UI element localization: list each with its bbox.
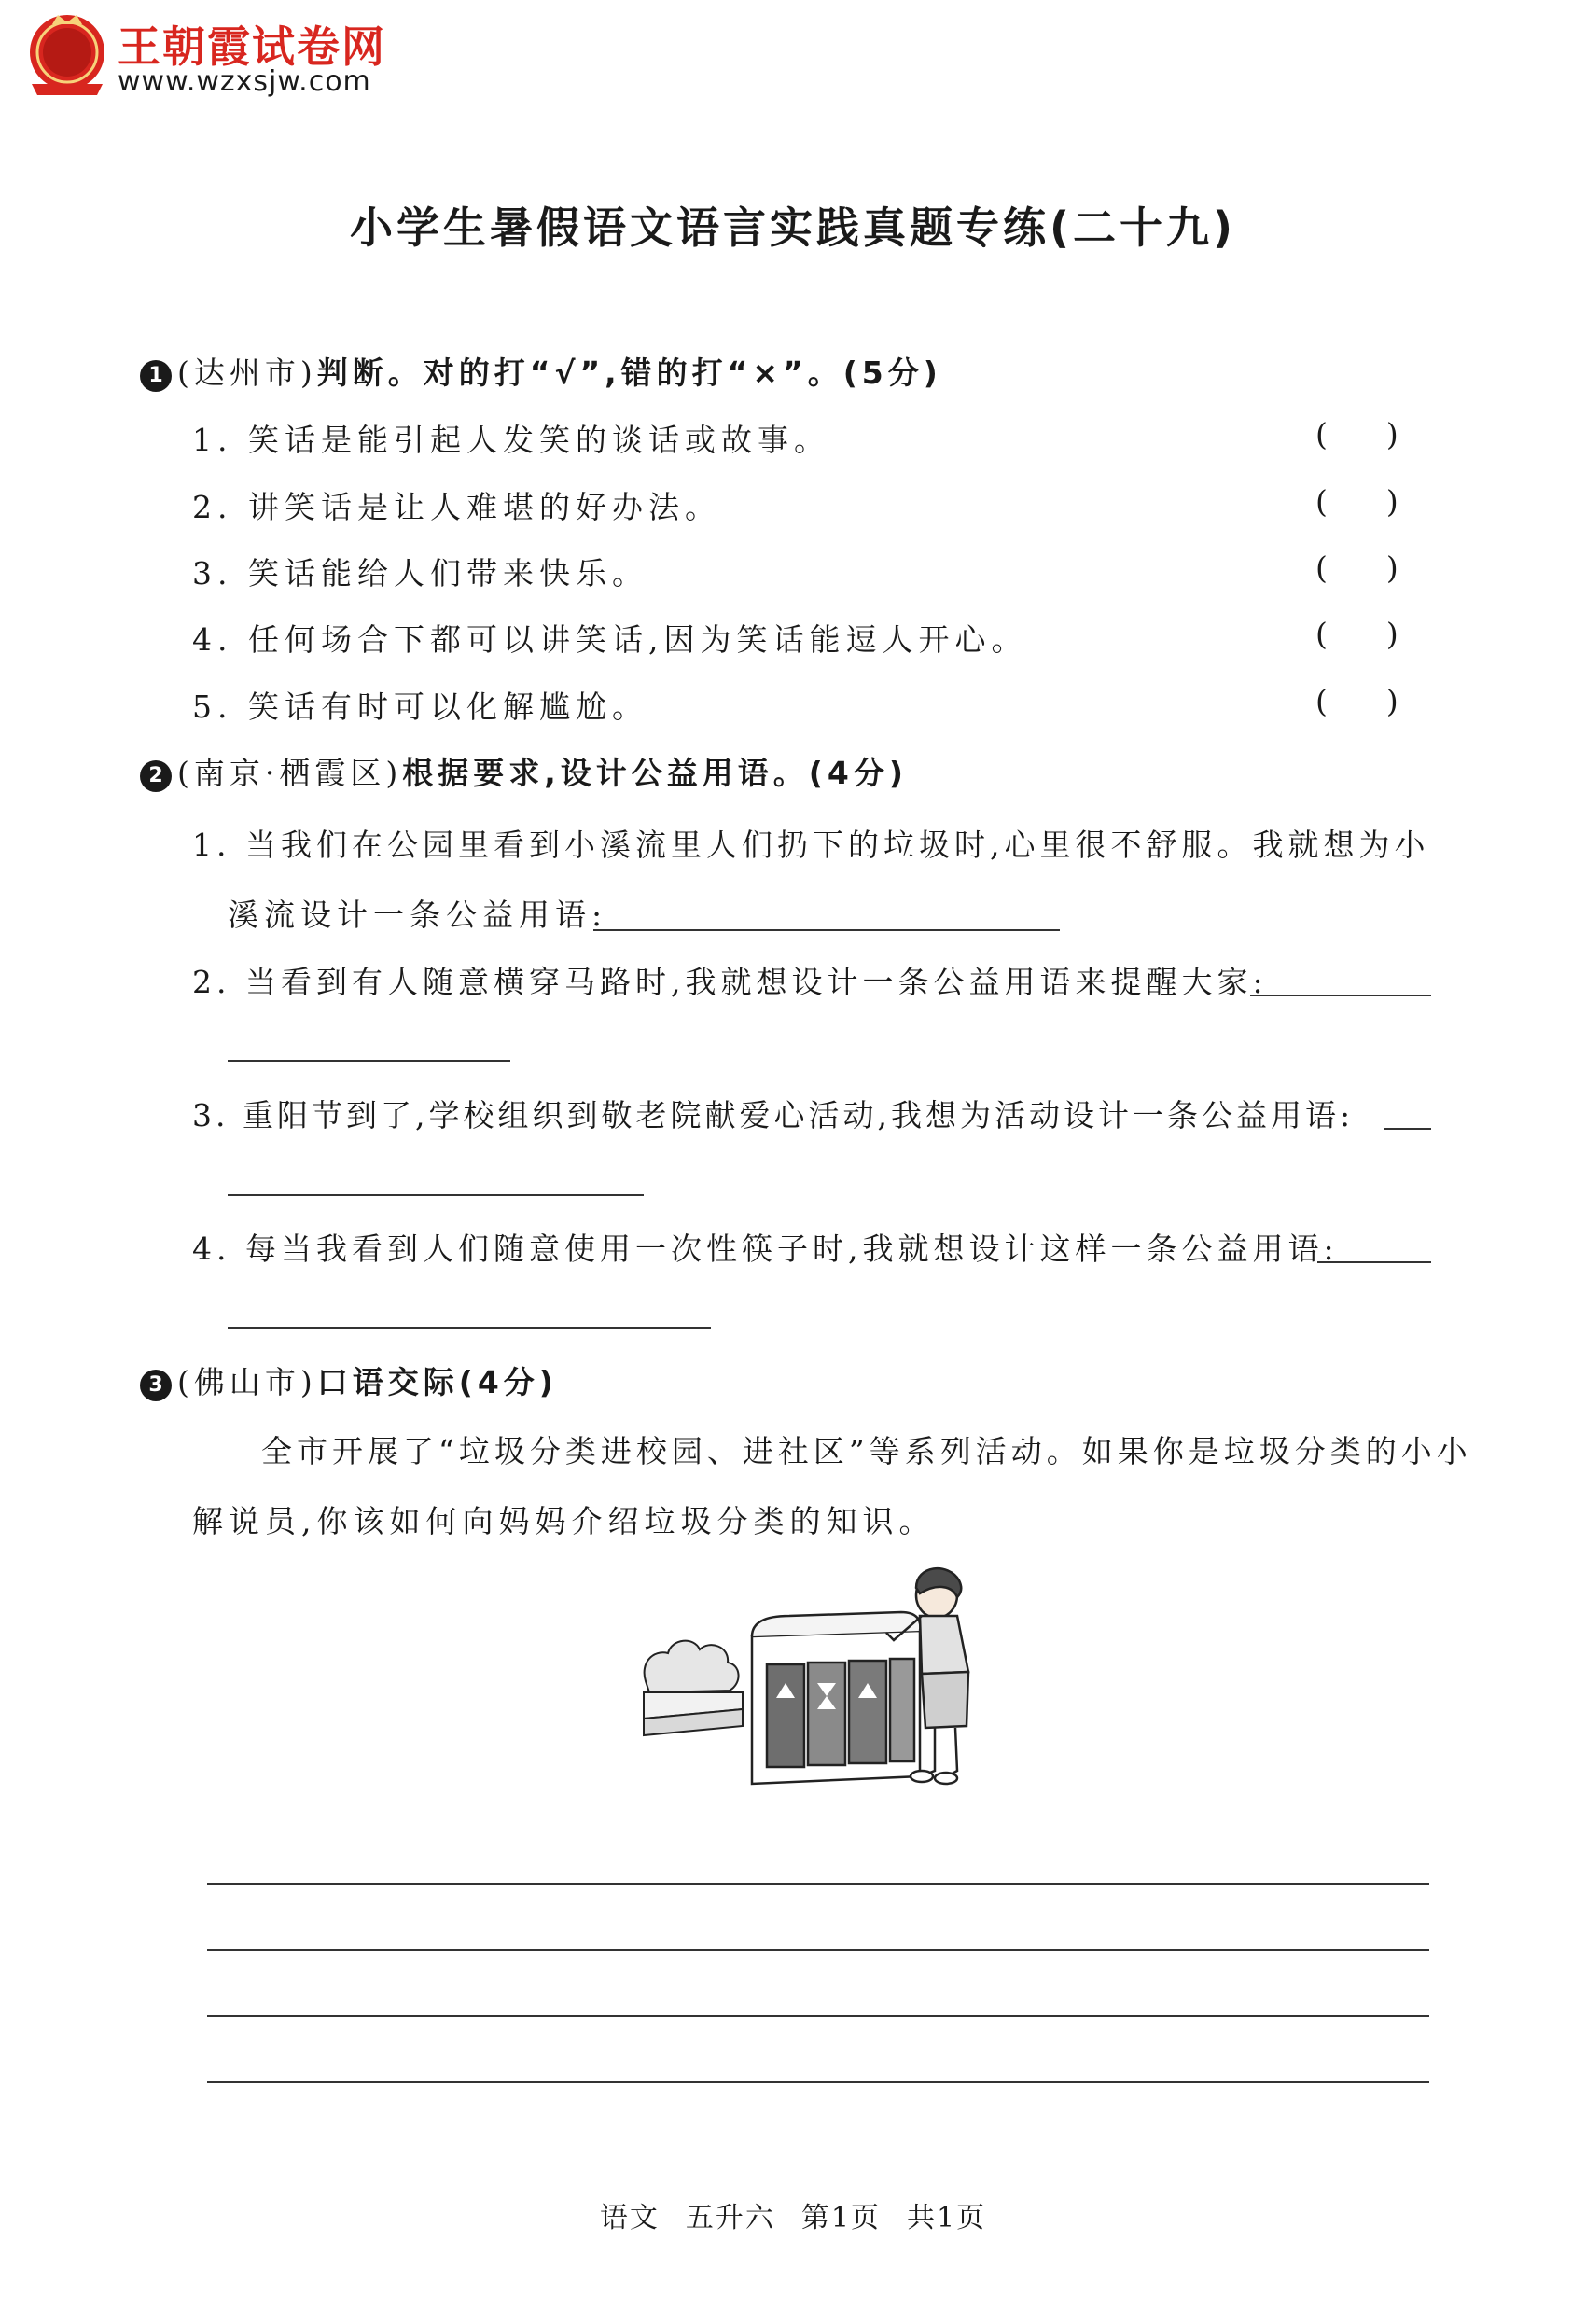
q1-item-2: 2. 讲笑话是让人难堪的好办法。 xyxy=(192,489,721,525)
q3-text-line-1: 全市开展了“垃圾分类进校园、进社区”等系列活动。如果你是垃圾分类的小小 xyxy=(261,1433,1472,1469)
page-footer xyxy=(0,2194,1586,2235)
q3-source: (佛山市) xyxy=(177,1364,317,1400)
q1-source: (达州市) xyxy=(177,355,317,391)
q2-answer-line-3a[interactable] xyxy=(1384,1128,1431,1130)
logo-seal-icon xyxy=(24,11,110,101)
q1-item-3: 3. 笑话能给人们带来快乐。 xyxy=(192,555,648,591)
q1-answer-paren-1[interactable]: ( ) xyxy=(1315,416,1398,452)
q2-prompt: 根据要求,设计公益用语。(4分) xyxy=(402,755,908,791)
q1-answer-paren-4[interactable]: ( ) xyxy=(1315,616,1398,652)
q2-item-1-line-1: 1. 当我们在公园里看到小溪流里人们扔下的垃圾时,心里很不舒服。我就想为小 xyxy=(192,827,1430,863)
q3-writing-line-3[interactable] xyxy=(207,2015,1429,2017)
q2-answer-line-2b[interactable] xyxy=(228,1060,510,1062)
logo-name: 王朝霞试卷网 xyxy=(118,21,386,72)
q1-answer-paren-3[interactable]: ( ) xyxy=(1315,550,1398,586)
q2-header xyxy=(140,749,908,793)
q2-item-4: 4. 每当我看到人们随意使用一次性筷子时,我就想设计这样一条公益用语: xyxy=(192,1231,1339,1267)
page-title: 小学生暑假语文语言实践真题专练(二十九) xyxy=(349,202,1237,253)
q1-header xyxy=(140,349,942,393)
q1-item-5: 5. 笑话有时可以化解尴尬。 xyxy=(192,689,648,725)
q3-prompt: 口语交际(4分) xyxy=(316,1364,558,1400)
q1-answer-paren-2[interactable]: ( ) xyxy=(1315,483,1398,520)
q1-item-4: 4. 任何场合下都可以讲笑话,因为笑话能逗人开心。 xyxy=(192,621,1028,658)
q1-number-badge: 1 xyxy=(140,360,172,392)
q2-answer-line-3b[interactable] xyxy=(228,1194,644,1196)
q2-answer-line-4b[interactable] xyxy=(228,1327,711,1329)
q1-item-1: 1. 笑话是能引起人发笑的谈话或故事。 xyxy=(192,422,830,458)
footer-grade: 五升六 xyxy=(685,2202,775,2234)
q2-answer-line-1[interactable] xyxy=(593,929,1060,931)
q2-answer-line-2a[interactable] xyxy=(1250,995,1431,996)
footer-page: 第1页 xyxy=(800,2202,881,2234)
footer-total: 共1页 xyxy=(907,2202,987,2234)
q3-header xyxy=(140,1358,558,1402)
q3-writing-line-4[interactable] xyxy=(207,2081,1429,2083)
garbage-sorting-illustration xyxy=(640,1560,995,1812)
q2-item-2: 2. 当看到有人随意横穿马路时,我就想设计一条公益用语来提醒大家: xyxy=(192,964,1268,1000)
q2-number-badge: 2 xyxy=(140,760,172,792)
q1-prompt: 判断。对的打“√”,错的打“×”。(5分) xyxy=(316,355,942,391)
site-logo xyxy=(24,11,416,104)
q2-answer-line-4a[interactable] xyxy=(1317,1261,1431,1263)
q1-answer-paren-5[interactable]: ( ) xyxy=(1315,683,1398,719)
q3-number-badge: 3 xyxy=(140,1370,172,1401)
q2-item-1-line-2: 溪流设计一条公益用语: xyxy=(228,897,608,933)
q3-writing-line-1[interactable] xyxy=(207,1883,1429,1885)
q2-source: (南京·栖霞区) xyxy=(177,755,403,791)
q3-text-line-2: 解说员,你该如何向妈妈介绍垃圾分类的知识。 xyxy=(192,1503,936,1539)
q3-writing-line-2[interactable] xyxy=(207,1949,1429,1951)
q2-item-3: 3. 重阳节到了,学校组织到敬老院献爱心活动,我想为活动设计一条公益用语: xyxy=(192,1097,1355,1134)
footer-subject: 语文 xyxy=(599,2202,660,2234)
logo-url: www.wzxsjw.com xyxy=(118,65,371,98)
